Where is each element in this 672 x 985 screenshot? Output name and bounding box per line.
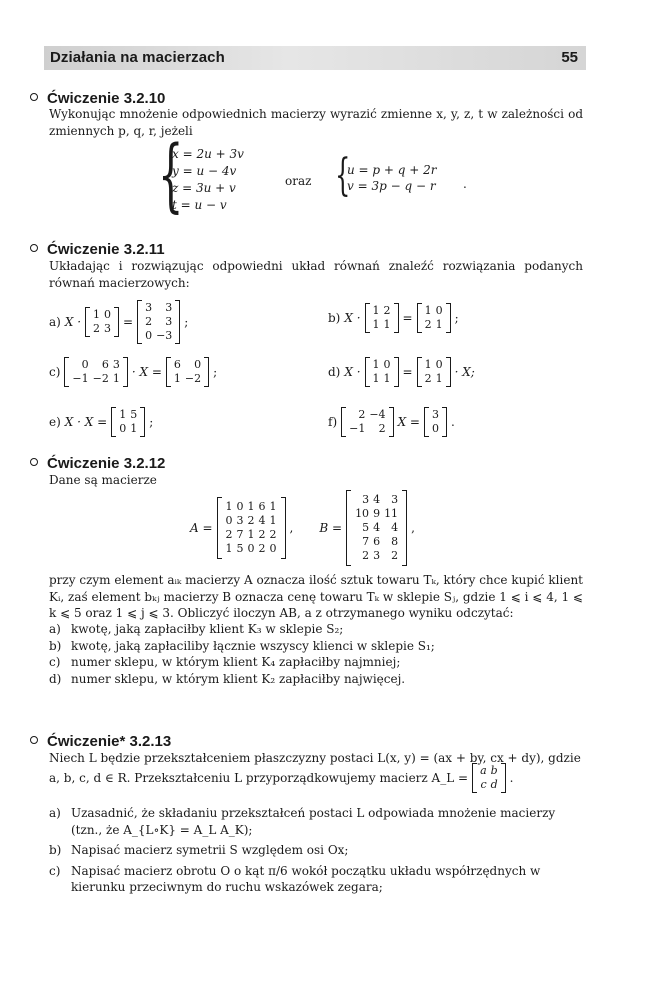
matrix-cell: 3	[112, 358, 120, 371]
matrix-cell: 0	[225, 514, 233, 527]
matrix-cell: −1	[349, 422, 366, 435]
equation-e	[49, 407, 153, 437]
matrix-row	[353, 521, 400, 535]
matrix-row	[224, 528, 279, 542]
equation-b	[328, 303, 459, 333]
matrix-cell: 1	[247, 528, 255, 541]
equation-f	[328, 407, 455, 437]
running-header	[44, 46, 586, 70]
matrix-cell: 7	[362, 535, 370, 548]
matrix-cell: 1	[435, 372, 443, 385]
matrix-row	[371, 358, 393, 372]
matrix-row	[172, 358, 203, 372]
conjunction-text: oraz	[285, 174, 312, 188]
matrix-label: B =	[319, 521, 343, 535]
matrix-row	[371, 318, 393, 332]
equation-variable: X ·	[344, 311, 361, 325]
matrix-row	[91, 322, 113, 336]
matrix-row	[478, 778, 500, 792]
matrix-cell: 8	[391, 535, 399, 548]
item-text: Napisać macierz obrotu O o kąt π/6 wokół początku układu współrzędnych w kierunku przeciwnym do ruchu wskazówek zegara;	[71, 863, 541, 894]
matrix-row	[347, 422, 387, 436]
matrix-row	[224, 542, 279, 556]
exercise-text: Układając i rozwiązując odpowiedni układ równań znaleźć rozwiązania podanych równań macierzowych:	[49, 259, 583, 290]
matrix-cell: 0	[194, 358, 202, 371]
matrix	[137, 300, 180, 344]
matrix-cell: 1	[119, 408, 127, 421]
equation-system-2	[335, 150, 485, 201]
matrix-cell: −2	[184, 372, 202, 385]
list-item	[49, 863, 583, 896]
equation-c	[49, 357, 217, 387]
exercise-3-2-13-list	[49, 805, 583, 896]
matrix-cell: b	[490, 764, 498, 777]
matrix-cell: 0	[269, 542, 277, 555]
item-label: a)	[49, 806, 61, 820]
matrix-cell: 1	[130, 422, 138, 435]
item-text: numer sklepu, w którym klient K₄ zapłaciłby najmniej;	[71, 655, 401, 669]
matrix-cell: 2	[258, 542, 266, 555]
matrix-cell: 0	[435, 304, 443, 317]
exercise-text: przy czym element aᵢₖ macierzy A oznacza ilość sztuk towaru Tₖ, który chce kupić klient Kᵢ, zaś element bₖⱼ macierzy B oznacza cenę towaru Tₖ w sklepie Sⱼ, gdzie 1 ⩽ i ⩽ 4, 1 ⩽ k ⩽ 5 oraz 1 ⩽ j ⩽ 3. Obliczyć iloczyn AB, a z otrzymanego wyniku odczytać:	[49, 573, 583, 620]
item-label: c)	[49, 863, 61, 878]
circle-bullet-icon	[30, 458, 38, 466]
matrix-cell: 0	[236, 500, 244, 513]
matrix-row	[117, 408, 139, 422]
matrix-cell: 0	[104, 308, 112, 321]
matrix-row	[347, 408, 387, 422]
item-label: b)	[328, 311, 341, 325]
matrix-row	[353, 507, 400, 521]
matrix-cell: 1	[173, 372, 181, 385]
heading-text: Ćwiczenie 3.2.10	[47, 90, 166, 107]
matrix-cell: 10	[355, 507, 370, 520]
item-label: b)	[49, 638, 62, 653]
matrix-B	[346, 490, 407, 566]
matrix-cell: 1	[372, 304, 380, 317]
matrix-row	[224, 500, 279, 514]
matrix-cell: 2	[258, 528, 266, 541]
matrix	[64, 357, 127, 387]
matrix-cell: 5	[236, 542, 244, 555]
matrix-cell: 2	[391, 549, 399, 562]
punctuation: ;	[149, 415, 154, 429]
left-brace-icon: {	[158, 128, 184, 221]
equation-row: t = u − v	[172, 198, 227, 212]
matrix-cell: 1	[372, 372, 380, 385]
matrix-cell: 2	[358, 408, 366, 421]
matrices-A-B	[190, 490, 415, 566]
matrix-cell: 0	[431, 422, 439, 435]
matrix-cell: 4	[258, 514, 266, 527]
matrix-cell: −1	[72, 372, 89, 385]
equation-variable: X ·	[344, 365, 361, 379]
item-text: kwotę, jaką zapłaciłby klient K₃ w sklepie S₂;	[71, 622, 344, 636]
matrix	[85, 307, 119, 337]
matrix-A	[217, 497, 286, 559]
list-item	[49, 621, 583, 638]
matrix-row	[371, 372, 393, 386]
matrix-cell: 2	[383, 304, 391, 317]
matrix-cell: 1	[247, 500, 255, 513]
item-label: a)	[49, 315, 61, 329]
matrix	[111, 407, 145, 437]
matrix-cell: −2	[92, 372, 109, 385]
matrix-row	[224, 514, 279, 528]
matrix-row	[143, 315, 174, 329]
matrix-cell: 3	[391, 493, 399, 506]
exercise-3-2-11-heading	[30, 241, 165, 258]
matrix-row	[70, 372, 121, 386]
matrix-cell: 11	[384, 507, 399, 520]
matrix-cell: d	[490, 778, 498, 791]
item-text: Uzasadnić, że składaniu przekształceń postaci L odpowiada mnożenie macierzy (tzn., że A_{L∘K} = A_L A_K);	[71, 806, 556, 837]
matrix-cell: 0	[247, 542, 255, 555]
matrix-cell: 1	[269, 500, 277, 513]
matrix-AL-line	[49, 763, 514, 793]
matrix-cell: 7	[236, 528, 244, 541]
exercise-text: a, b, c, d ∈ R. Przekształceniu L przyporządkowujemy macierz A_L =	[49, 771, 469, 785]
list-item	[49, 671, 583, 688]
matrix-row	[143, 301, 174, 315]
item-text: Napisać macierz symetrii S względem osi Ox;	[71, 843, 349, 857]
item-text: kwotę, jaką zapłaciliby łącznie wszyscy klienci w sklepie S₁;	[71, 638, 435, 653]
matrix-cell: 3	[145, 301, 153, 314]
matrix-cell: 2	[93, 322, 101, 335]
punctuation: ;	[454, 311, 459, 325]
matrix-cell: 3	[373, 549, 381, 562]
matrix-cell: 1	[225, 542, 233, 555]
item-label: d)	[328, 365, 341, 379]
matrix-row	[423, 304, 445, 318]
matrix-cell: 2	[145, 315, 153, 328]
matrix-AL	[472, 763, 506, 793]
matrix-row	[430, 408, 441, 422]
matrix-cell: 3	[104, 322, 112, 335]
matrix-row	[371, 304, 393, 318]
punctuation: .	[450, 415, 455, 429]
matrix-cell: 1	[383, 318, 391, 331]
matrix-label: A =	[190, 521, 213, 535]
matrix-cell: 6	[101, 358, 109, 371]
exercise-3-2-12-heading	[30, 455, 165, 472]
matrix-row	[70, 358, 121, 372]
matrix	[417, 357, 451, 387]
equation-system-1	[158, 128, 278, 221]
circle-bullet-icon	[30, 736, 38, 744]
equation-row: x = 2u + 3v	[172, 147, 244, 161]
matrix-cell: 5	[130, 408, 138, 421]
exercise-text: Dane są macierze	[49, 473, 157, 487]
exercise-3-2-10-heading	[30, 90, 165, 107]
matrix	[365, 357, 399, 387]
punctuation: ;	[184, 315, 189, 329]
matrix-row	[91, 308, 113, 322]
matrix-cell: 0	[81, 358, 89, 371]
matrix-row	[423, 318, 445, 332]
matrix-cell: 1	[112, 372, 120, 385]
matrix-cell: 2	[424, 318, 432, 331]
list-item	[49, 805, 583, 838]
matrix-cell: 2	[225, 528, 233, 541]
equation-row: u = p + q + 2r	[347, 163, 437, 177]
matrix-cell: 5	[362, 521, 370, 534]
item-label: d)	[49, 671, 62, 686]
item-label: a)	[49, 622, 61, 636]
matrix-row	[172, 372, 203, 386]
punctuation: .	[509, 771, 514, 785]
item-label: c)	[49, 365, 61, 379]
equation-variable: X · X =	[64, 415, 108, 429]
matrix-row	[353, 535, 400, 549]
matrix-cell: −4	[369, 408, 386, 421]
matrix-row	[430, 422, 441, 436]
heading-text: Ćwiczenie* 3.2.13	[47, 733, 172, 750]
matrix-cell: 9	[373, 507, 381, 520]
exercise-text: Wykonując mnożenie odpowiednich macierzy wyrazić zmienne x, y, z, t w zależności od zmiennych p, q, r, jeżeli	[49, 107, 583, 138]
matrix	[166, 357, 209, 387]
equation-variable: X ·	[64, 315, 82, 329]
matrix-cell: 1	[372, 358, 380, 371]
matrix-row	[478, 764, 500, 778]
matrix-cell: 1	[424, 358, 432, 371]
matrix-cell: 3	[165, 315, 173, 328]
circle-bullet-icon	[30, 93, 38, 101]
exercise-3-2-12-paragraph	[49, 572, 583, 622]
matrix-cell: 0	[383, 358, 391, 371]
matrix-cell: 3	[236, 514, 244, 527]
punctuation: · X;	[454, 365, 475, 379]
matrix-cell: 3	[431, 408, 439, 421]
list-item	[49, 654, 583, 671]
matrix-row	[143, 329, 174, 343]
matrix-cell: 0	[435, 358, 443, 371]
left-brace-icon: {	[335, 150, 351, 201]
equation-row: z = 3u + v	[172, 181, 236, 195]
equation-variable: · X =	[131, 365, 162, 379]
matrix-cell: 2	[269, 528, 277, 541]
matrix	[424, 407, 447, 437]
matrix-cell: 3	[165, 301, 173, 314]
matrix	[417, 303, 451, 333]
matrix-cell: 2	[247, 514, 255, 527]
list-item	[49, 842, 583, 859]
matrix-cell: 1	[93, 308, 101, 321]
punctuation: .	[463, 177, 467, 191]
item-text: numer sklepu, w którym klient K₂ zapłaciłby najwięcej.	[71, 671, 406, 686]
matrix-cell: 2	[378, 422, 386, 435]
item-label: f)	[328, 415, 338, 429]
item-label: c)	[49, 655, 61, 669]
matrix	[365, 303, 399, 333]
matrix-row	[423, 372, 445, 386]
matrix-cell: 1	[424, 304, 432, 317]
matrix-row	[353, 493, 400, 507]
exercise-text: Niech L będzie przekształceniem płaszczyzny postaci L(x, y) = (ax + by, cx + dy), gdzie	[49, 751, 581, 765]
punctuation: ;	[213, 365, 218, 379]
matrix-cell: 1	[383, 372, 391, 385]
heading-text: Ćwiczenie 3.2.12	[47, 455, 166, 472]
matrix-cell: 1	[372, 318, 380, 331]
matrix-row	[353, 549, 400, 563]
exercise-3-2-12-text	[49, 472, 583, 489]
matrix-cell: a	[480, 764, 487, 777]
equals-sign: =	[123, 315, 134, 329]
equation-variable: X =	[397, 415, 420, 429]
matrix-cell: 1	[435, 318, 443, 331]
matrix-cell: 2	[424, 372, 432, 385]
equation-a	[49, 300, 188, 344]
matrix-cell: 2	[362, 549, 370, 562]
matrix-cell: 0	[119, 422, 127, 435]
page-number: 55	[561, 49, 578, 66]
matrix-cell: −3	[156, 329, 173, 342]
matrix-cell: 4	[391, 521, 399, 534]
matrix-cell: 4	[373, 521, 381, 534]
exercise-3-2-12-list	[49, 621, 583, 687]
matrix-cell: 1	[269, 514, 277, 527]
circle-bullet-icon	[30, 244, 38, 252]
matrix-cell: 3	[362, 493, 370, 506]
equation-d	[328, 357, 475, 387]
matrix-cell: 4	[373, 493, 381, 506]
chapter-title: Działania na macierzach	[50, 49, 225, 66]
item-label: b)	[49, 843, 62, 857]
item-label: e)	[49, 415, 61, 429]
matrix-cell: 0	[145, 329, 153, 342]
matrix-row	[423, 358, 445, 372]
list-item	[49, 638, 583, 655]
matrix-cell: 6	[373, 535, 381, 548]
exercise-3-2-11-text	[49, 258, 583, 291]
equation-row: v = 3p − q − r	[347, 179, 436, 193]
exercise-3-2-13-heading	[30, 733, 171, 750]
matrix-cell: 1	[225, 500, 233, 513]
equals-sign: =	[402, 365, 413, 379]
matrix-cell: 6	[258, 500, 266, 513]
equation-row: y = u − 4v	[172, 164, 237, 178]
matrix	[341, 407, 393, 437]
matrix-cell: 6	[173, 358, 181, 371]
equals-sign: =	[402, 311, 413, 325]
heading-text: Ćwiczenie 3.2.11	[47, 241, 165, 258]
exercise-3-2-10-text	[49, 106, 583, 139]
punctuation: ,	[411, 521, 415, 535]
punctuation: ,	[289, 521, 294, 535]
matrix-row	[117, 422, 139, 436]
matrix-cell: c	[480, 778, 487, 791]
